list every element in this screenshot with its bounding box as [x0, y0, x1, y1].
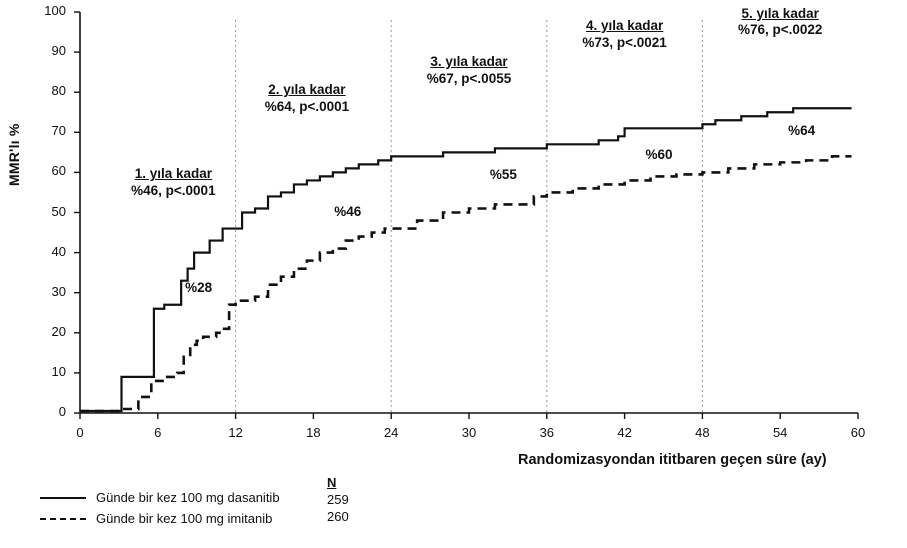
annotation-title: 5. yıla kadar: [741, 6, 819, 21]
x-tick-label: 48: [695, 425, 710, 440]
x-tick-label: 54: [772, 425, 788, 440]
x-tick-marks: [80, 413, 858, 419]
x-tick-label: 12: [228, 425, 243, 440]
series-line-1: [80, 108, 852, 411]
y-tick-label: 100: [44, 3, 66, 18]
annotation-title: 4. yıla kadar: [585, 18, 664, 34]
point-label: %46: [334, 203, 362, 219]
n-value-series-2: 260: [327, 509, 349, 525]
legend-swatch-solid-icon: [40, 493, 86, 503]
x-tick-label: 0: [76, 425, 84, 440]
x-tick-label: 18: [306, 425, 321, 440]
y-tick-label: 30: [51, 283, 66, 299]
annotation: [227, 82, 387, 115]
annotation-detail: %46, p<.0001: [131, 182, 216, 198]
legend: [40, 487, 440, 529]
annotation: [700, 6, 860, 39]
legend-item: [40, 508, 440, 529]
legend-swatch-dashed-icon: [40, 514, 86, 524]
annotation-title: 3. yıla kadar: [430, 54, 508, 70]
annotation-detail: %73, p<.0021: [582, 34, 667, 50]
annotation-title: 2. yıla kadar: [268, 82, 346, 98]
x-axis-title: Randomizasyondan ititbaren geçen süre (ay): [518, 452, 827, 468]
y-tick-label: 20: [51, 323, 66, 339]
annotation: [545, 18, 705, 51]
y-tick-marks: [74, 12, 80, 413]
legend-item: [40, 487, 440, 508]
annotation-detail: %64, p<.0001: [264, 98, 350, 114]
y-tick-label: 90: [51, 43, 66, 59]
y-tick-label: 0: [58, 404, 66, 419]
point-label: %64: [788, 123, 816, 139]
y-tick-label: 40: [51, 243, 66, 259]
annotation-detail: %76, p<.0022: [737, 22, 823, 38]
point-label: %60: [645, 147, 673, 163]
y-tick-label: 70: [51, 123, 66, 139]
x-tick-label: 60: [850, 425, 866, 440]
annotation: [389, 54, 549, 87]
legend-label: Günde bir kez 100 mg dasanitib: [96, 490, 280, 505]
legend-label: Günde bir kez 100 mg imitanib: [96, 511, 273, 526]
x-tick-label: 36: [539, 425, 555, 440]
y-axis-title: MMR'lı %: [6, 123, 22, 186]
y-tick-label: 50: [51, 203, 66, 219]
annotation-detail: %67, p<.0055: [426, 70, 512, 86]
annotation: [93, 166, 253, 199]
point-label: %55: [489, 167, 517, 183]
data-series: [80, 108, 852, 411]
x-tick-label: 42: [617, 425, 632, 440]
annotation-title: 1. yıla kadar: [134, 166, 213, 182]
y-tick-label: 60: [51, 163, 66, 179]
x-tick-label: 6: [154, 425, 162, 440]
x-tick-label: 30: [461, 425, 477, 440]
y-tick-label: 10: [51, 363, 66, 379]
point-label: %28: [185, 279, 213, 295]
n-value-series-1: 259: [327, 492, 349, 508]
x-tick-label: 24: [383, 425, 399, 440]
n-header: N: [327, 475, 337, 490]
y-tick-label: 80: [51, 83, 66, 99]
n-counts: [327, 474, 349, 525]
